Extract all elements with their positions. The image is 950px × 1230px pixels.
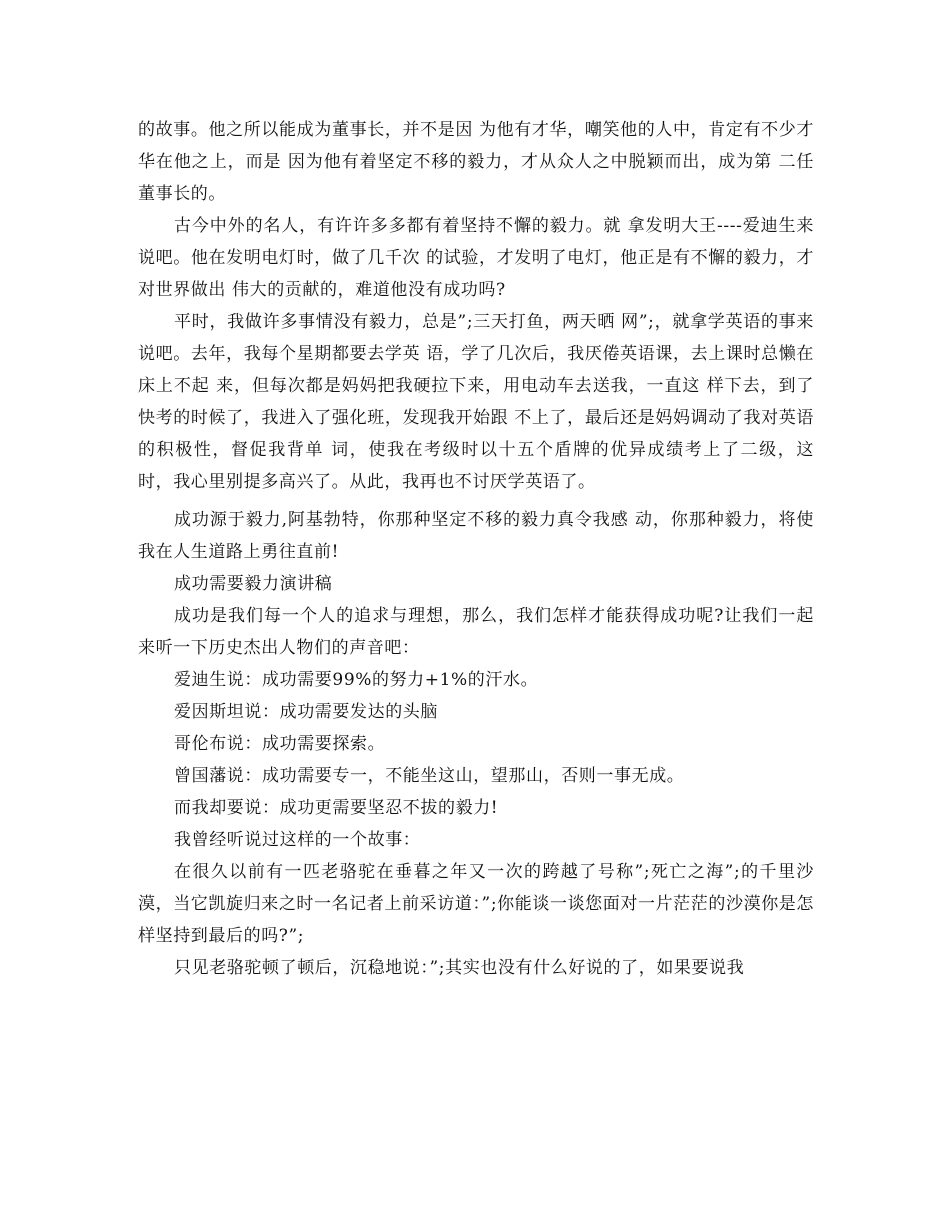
- paragraph-my-view: 而我却要说：成功更需要坚忍不拔的毅力!: [174, 798, 499, 818]
- paragraph-camel-story: 在很久以前有一匹老骆驼在垂暮之年又一次的跨越了号称”;死亡之海”;的千里沙漠，当它凯旋归来之时一名记者上前采访道：”;你能谈一谈您面对一片茫茫的沙漠你是怎样坚持到最后的吗?”;: [138, 862, 814, 946]
- paragraph-english-study: 平时，我做许多事情没有毅力，总是”;三天打鱼，两天晒 网”;，就拿学英语的事来说吧。去年，我每个星期都要去学英 语，学了几次后，我厌倦英语课，去上课时总懒在床上不起 来，但每次都是妈妈把我硬拉下来，用电动车去送我，一直这 样下去，到了快考的时候了，我进入了强化班，发现我开始跟 不上了，最后还是妈妈调动了我对英语的积极性，督促我背单 词，使我在考级时以十五个盾牌的优异成绩考上了二级，这 时，我心里别提多高兴了。从此，我再也不讨厌学英语了。: [138, 312, 814, 492]
- paragraph-camel-reply: 只见老骆驼顿了顿后，沉稳地说：”;其实也没有什么好说的了，如果要说我: [174, 958, 745, 978]
- quote-edison: 爱迪生说：成功需要99%的努力+1%的汗水。: [174, 670, 539, 690]
- speech-title: 成功需要毅力演讲稿: [174, 574, 333, 594]
- paragraph-story-lead: 我曾经听说过这样的一个故事：: [174, 830, 421, 850]
- document-body: [138, 114, 814, 984]
- quote-zeng-guofan: 曾国藩说：成功需要专一，不能坐这山，望那山，否则一事无成。: [174, 766, 685, 786]
- quote-columbus: 哥伦布说：成功需要探索。: [174, 734, 386, 754]
- paragraph-intro: 成功是我们每一个人的追求与理想，那么，我们怎样才能获得成功呢?让我们一起来听一下历史杰出人物们的声音吧：: [138, 606, 814, 658]
- paragraph-edison-example: 古今中外的名人，有许许多多都有着坚持不懈的毅力。就 拿发明大王----爱迪生来说吧。他在发明电灯时，做了几千次 的试验，才发明了电灯，他正是有不懈的毅力，才对世界做出 伟大的贡献的，难道他没有成功吗?: [138, 216, 814, 300]
- paragraph-conclusion: 成功源于毅力,阿基勃特，你那种坚定不移的毅力真令我感 动，你那种毅力，将使我在人生道路上勇往直前!: [138, 510, 814, 562]
- paragraph-story-end: 的故事。他之所以能成为董事长，并不是因 为他有才华，嘲笑他的人中，肯定有不少才华在他之上，而是 因为他有着坚定不移的毅力，才从众人之中脱颖而出，成为第 二任董事长的。: [138, 120, 814, 204]
- quote-einstein: 爱因斯坦说：成功需要发达的头脑: [174, 702, 438, 722]
